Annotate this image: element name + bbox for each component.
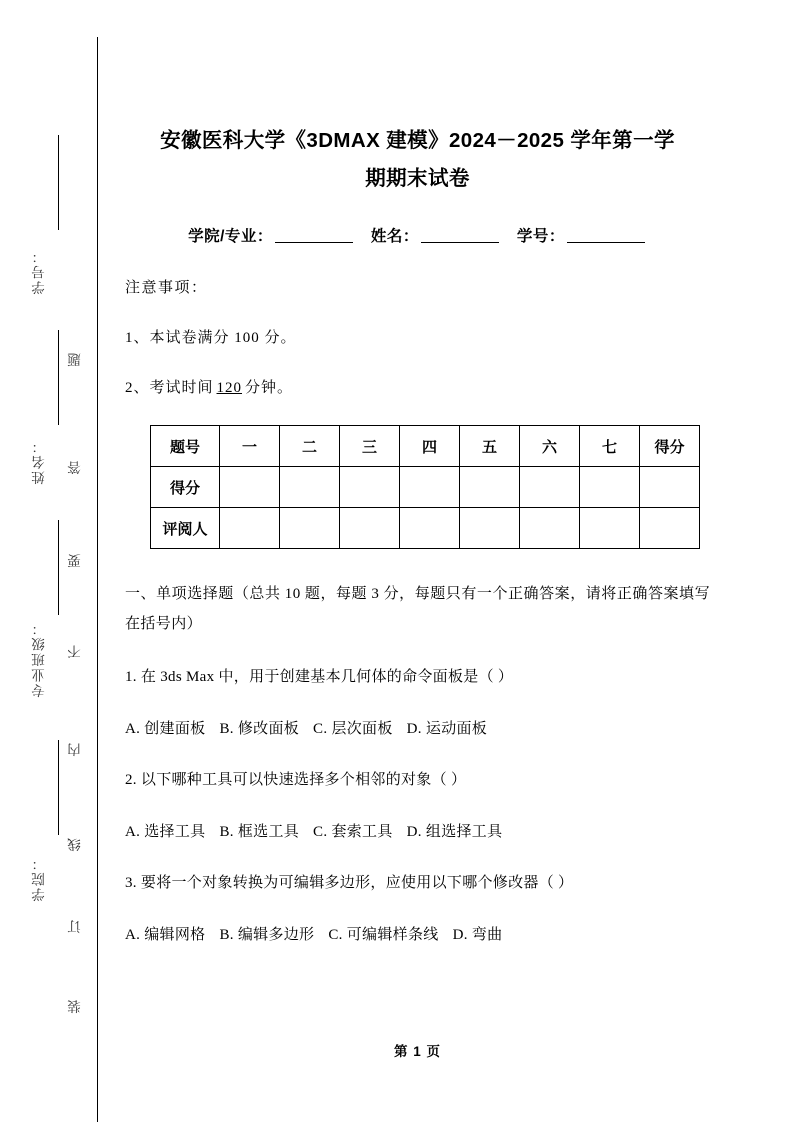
- table-row: [151, 508, 700, 549]
- exam-duration-suffix: 分钟。: [245, 380, 294, 396]
- score-cell-0-4[interactable]: [460, 467, 520, 508]
- student-id-blank[interactable]: [567, 242, 645, 243]
- seal-char-5: 内: [68, 743, 83, 757]
- question-3-options: [125, 922, 710, 948]
- college-major-label: 学院/专业：: [188, 228, 273, 245]
- score-cell-0-5[interactable]: [520, 467, 580, 508]
- score-table-header-0: 题号: [151, 426, 220, 467]
- exam-duration-value: 120: [216, 380, 243, 396]
- score-cell-0-0[interactable]: [220, 467, 280, 508]
- score-cell-1-6[interactable]: [580, 508, 640, 549]
- binding-rule-segment-2: [58, 330, 59, 425]
- score-cell-1-0[interactable]: [220, 508, 280, 549]
- seal-char-2: 答: [68, 461, 83, 475]
- seal-char-6: 线: [68, 838, 83, 852]
- question-3: 3. 要将一个对象转换为可编辑多边形，应使用以下哪个修改器（ ）: [125, 875, 574, 891]
- college-major-blank[interactable]: [275, 242, 353, 243]
- score-cell-1-4[interactable]: [460, 508, 520, 549]
- question-3-option-a[interactable]: A. 编辑网格: [125, 927, 206, 943]
- score-cell-1-1[interactable]: [280, 508, 340, 549]
- notice-item-1: 1、本试卷满分 100 分。: [125, 330, 297, 346]
- question-3-option-b[interactable]: B. 编辑多边形: [219, 927, 315, 943]
- question-1-option-b[interactable]: B. 修改面板: [219, 721, 300, 737]
- seal-char-8: 装: [68, 1000, 83, 1014]
- seal-char-3: 要: [68, 554, 83, 568]
- binding-rule-inner: [97, 37, 98, 1122]
- score-table: [150, 425, 700, 549]
- score-table-header-6: 六: [520, 426, 580, 467]
- question-3-option-d[interactable]: D. 弯曲: [452, 927, 503, 943]
- binding-rule-segment-4: [58, 740, 59, 835]
- binding-rule-segment-1: [58, 135, 59, 230]
- question-2-option-a[interactable]: A. 选择工具: [125, 824, 206, 840]
- question-2-option-c[interactable]: C. 套索工具: [313, 824, 393, 840]
- margin-label-student-id: 学号：: [32, 248, 47, 295]
- score-table-header-4: 四: [400, 426, 460, 467]
- score-cell-1-7[interactable]: [640, 508, 700, 549]
- exam-duration-prefix: 2、考试时间: [125, 380, 214, 396]
- name-blank[interactable]: [421, 242, 499, 243]
- question-1-option-d[interactable]: D. 运动面板: [406, 721, 488, 737]
- notice-heading: 注意事项：: [125, 280, 208, 296]
- name-label: 姓名：: [370, 228, 419, 245]
- page-title-line-2: 期期末试卷: [365, 167, 470, 190]
- question-3-option-c[interactable]: C. 可编辑样条线: [328, 927, 439, 943]
- exam-content: [125, 0, 710, 948]
- question-2: 2. 以下哪种工具可以快速选择多个相邻的对象（ ）: [125, 772, 467, 788]
- question-2-options: [125, 819, 710, 845]
- question-1-option-a[interactable]: A. 创建面板: [125, 721, 206, 737]
- score-row-label-1: 评阅人: [151, 508, 220, 549]
- score-cell-0-6[interactable]: [580, 467, 640, 508]
- margin-label-name: 姓名：: [32, 438, 47, 485]
- score-table-header-1: 一: [220, 426, 280, 467]
- student-info-line: [125, 224, 710, 246]
- question-2-option-b[interactable]: B. 框选工具: [219, 824, 300, 840]
- score-cell-1-5[interactable]: [520, 508, 580, 549]
- notice-item-2: [125, 376, 710, 397]
- score-cell-0-7[interactable]: [640, 467, 700, 508]
- seal-char-1: 题: [68, 353, 83, 367]
- score-row-label-0: 得分: [151, 467, 220, 508]
- question-1: 1. 在 3ds Max 中，用于创建基本几何体的命令面板是（ ）: [125, 669, 514, 685]
- seal-char-4: 不: [68, 645, 83, 659]
- score-table-header-8: 得分: [640, 426, 700, 467]
- binding-rule-segment-3: [58, 520, 59, 615]
- margin-label-class: 专业班级：: [32, 620, 47, 698]
- section-heading-1: 一、单项选择题（总共 10 题，每题 3 分，每题只有一个正确答案，请将正确答案填写在括号内）: [125, 586, 710, 632]
- table-row-header: [151, 426, 700, 467]
- score-cell-0-1[interactable]: [280, 467, 340, 508]
- page-title: [125, 122, 710, 198]
- score-cell-1-3[interactable]: [400, 508, 460, 549]
- score-table-wrapper: [150, 425, 710, 549]
- question-2-option-d[interactable]: D. 组选择工具: [406, 824, 503, 840]
- seal-char-7: 订: [68, 920, 83, 934]
- score-table-header-7: 七: [580, 426, 640, 467]
- page-title-line-1: 安徽医科大学《3DMAX 建模》2024－2025 学年第一学: [160, 129, 675, 152]
- student-id-label: 学号：: [516, 228, 565, 245]
- table-row: [151, 467, 700, 508]
- question-1-option-c[interactable]: C. 层次面板: [313, 721, 393, 737]
- margin-label-college: 学院：: [32, 855, 47, 902]
- score-cell-0-2[interactable]: [340, 467, 400, 508]
- score-table-header-3: 三: [340, 426, 400, 467]
- question-1-options: [125, 716, 710, 742]
- score-table-header-2: 二: [280, 426, 340, 467]
- score-cell-0-3[interactable]: [400, 467, 460, 508]
- page-footer: 第 1 页: [393, 1044, 441, 1059]
- score-cell-1-2[interactable]: [340, 508, 400, 549]
- score-table-header-5: 五: [460, 426, 520, 467]
